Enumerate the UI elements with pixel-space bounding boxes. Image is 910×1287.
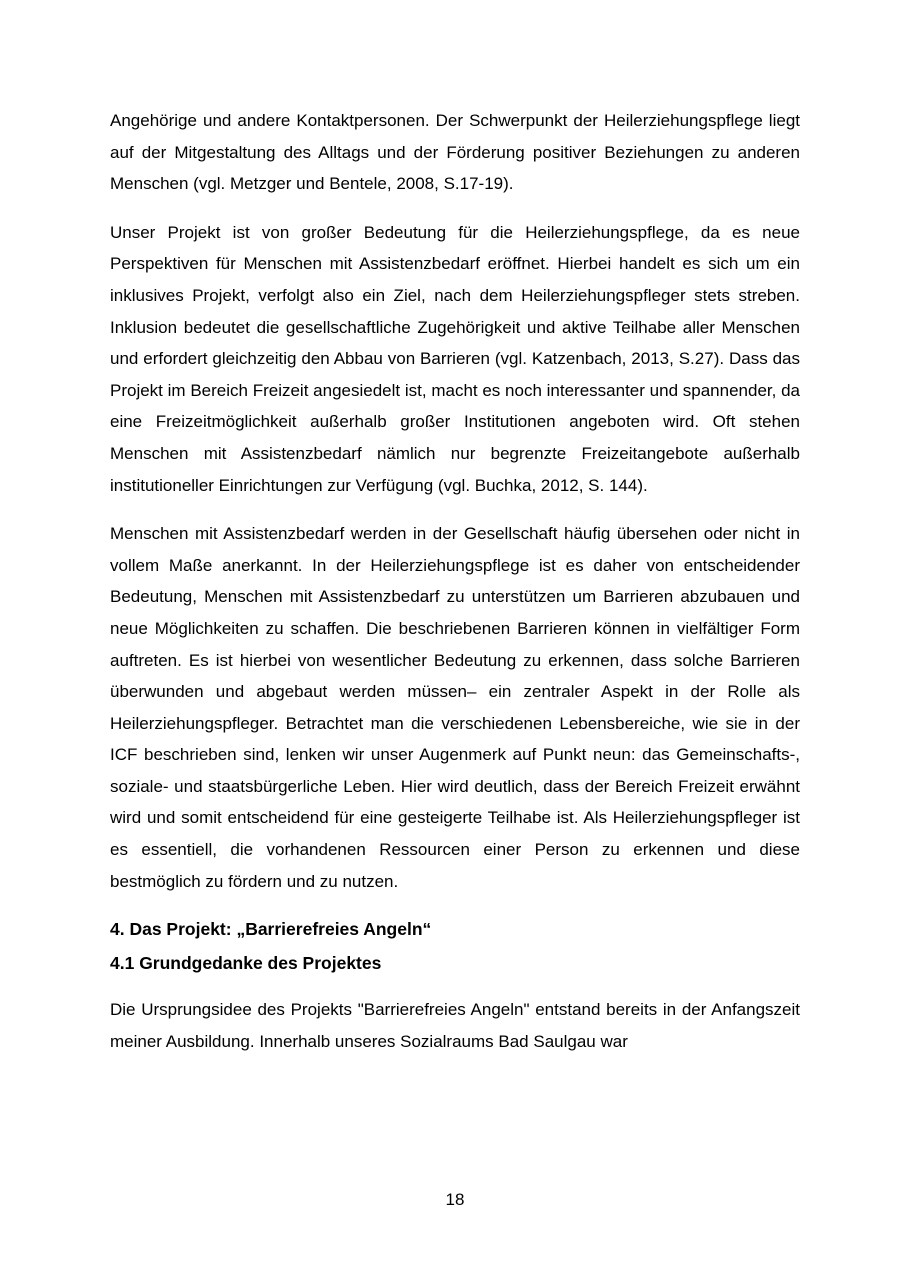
paragraph-heilerziehungspflege-focus: Angehörige und andere Kontaktpersonen. Der Schwerpunkt der Heilerziehungspflege liegt auf der Mitgestaltung des Alltags und der Förderung positiver Beziehungen zu anderen Menschen (vgl. Metzger und Bentele, 2008, S.17-19). [110, 111, 800, 194]
page-number: 18 [445, 1190, 465, 1209]
section-heading: 4. Das Projekt: „Barrierefreies Angeln“ [110, 919, 432, 940]
paragraph-origin-idea: Die Ursprungsidee des Projekts "Barrierefreies Angeln" entstand bereits in der Anfangszeit meiner Ausbildung. Innerhalb unseres Sozialraums Bad Saulgau war [110, 1000, 800, 1051]
paragraph-project-significance: Unser Projekt ist von großer Bedeutung für die Heilerziehungspflege, da es neue Perspektiven für Menschen mit Assistenzbedarf eröffnet. Hierbei handelt es sich um ein inklusives Projekt, verfolgt also ein Ziel, nach dem Heilerziehungspfleger stets streben. Inklusion bedeutet die gesellschaftliche Zugehörigkeit und aktive Teilhabe aller Menschen und erfordert gleichzeitig den Abbau von Barrieren (vgl. Katzenbach, 2013, S.27). Dass das Projekt im Bereich Freizeit angesiedelt ist, macht es noch interessanter und spannender, da eine Freizeitmöglichkeit außerhalb großer Institutionen angeboten wird. Oft stehen Menschen mit Assistenzbedarf nämlich nur begrenzte Freizeitangebote außerhalb institutioneller Einrichtungen zur Verfügung (vgl. Buchka, 2012, S. 144). [110, 222, 800, 495]
document-page [110, 105, 800, 1057]
subsection-heading: 4.1 Grundgedanke des Projektes [110, 953, 382, 974]
paragraph-barriers: Menschen mit Assistenzbedarf werden in der Gesellschaft häufig übersehen oder nicht in vollem Maße anerkannt. In der Heilerziehungspflege ist es daher von entscheidender Bedeutung, Menschen mit Assistenzbedarf zu unterstützen um Barrieren abzubauen und neue Möglichkeiten zu schaffen. Die beschriebenen Barrieren können in vielfältiger Form auftreten. Es ist hierbei von wesentlicher Bedeutung zu erkennen, dass solche Barrieren überwunden und abgebaut werden müssen– ein zentraler Aspekt in der Rolle als Heilerziehungspfleger. Betrachtet man die verschiedenen Lebensbereiche, wie sie in der ICF beschrieben sind, lenken wir unser Augenmerk auf Punkt neun: das Gemeinschafts-, soziale- und staatsbürgerliche Leben. Hier wird deutlich, dass der Bereich Freizeit erwähnt wird und somit entscheidend für eine gesteigerte Teilhabe ist. Als Heilerziehungspfleger ist es essentiell, die vorhandenen Ressourcen einer Person zu erkennen und diese bestmöglich zu fördern und zu nutzen. [110, 524, 800, 891]
